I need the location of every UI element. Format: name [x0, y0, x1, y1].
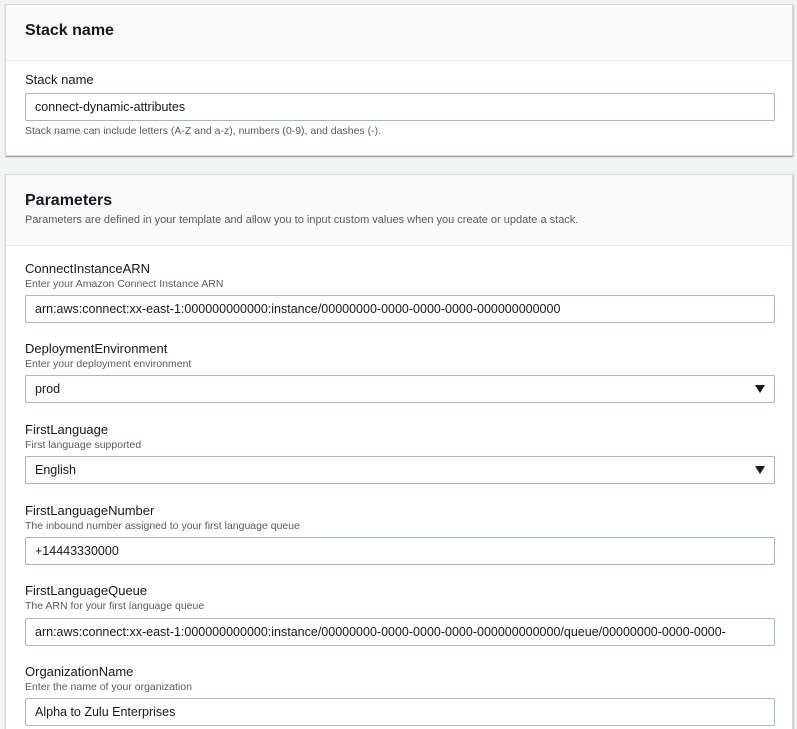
stack-name-panel: [5, 4, 793, 156]
organization-name-input[interactable]: Alpha to Zulu Enterprises: [25, 698, 775, 726]
caret-down-icon: [755, 385, 765, 393]
parameters-panel-header: [6, 175, 792, 246]
param-label-deployment-environment: DeploymentEnvironment: [25, 341, 168, 356]
param-desc-first-language: First language supported: [25, 439, 142, 451]
parameters-panel-description: Parameters are defined in your template and allow you to input custom values when you create or update a stack.: [25, 214, 579, 226]
caret-down-icon: [755, 466, 765, 474]
param-label-connect-instance-arn: ConnectInstanceARN: [25, 261, 151, 276]
param-label-first-language-queue: FirstLanguageQueue: [25, 583, 148, 598]
stack-name-hint: Stack name can include letters (A-Z and a-z), numbers (0-9), and dashes (-).: [25, 125, 381, 137]
first-language-queue-input[interactable]: arn:aws:connect:xx-east-1:000000000000:instance/00000000-0000-0000-0000-000000000000/queue/00000000-0000-0000-: [25, 618, 775, 646]
param-desc-first-language-queue: The ARN for your first language queue: [25, 600, 205, 612]
stack-name-panel-title: Stack name: [25, 22, 114, 39]
first-language-number-input[interactable]: +14443330000: [25, 537, 775, 565]
param-desc-organization-name: Enter the name of your organization: [25, 681, 192, 693]
param-desc-deployment-environment: Enter your deployment environment: [25, 358, 192, 370]
parameters-panel-title: Parameters: [25, 192, 113, 209]
param-label-organization-name: OrganizationName: [25, 664, 134, 679]
deployment-environment-value: prod: [35, 382, 61, 396]
stack-name-panel-header: [6, 5, 792, 61]
parameters-panel: [5, 174, 793, 729]
stack-name-label: Stack name: [25, 72, 94, 87]
first-language-select[interactable]: [25, 456, 775, 484]
deployment-environment-select[interactable]: [25, 375, 775, 403]
param-label-first-language-number: FirstLanguageNumber: [25, 503, 155, 518]
param-label-first-language: FirstLanguage: [25, 422, 109, 437]
first-language-value: English: [35, 463, 76, 477]
param-desc-first-language-number: The inbound number assigned to your first language queue: [25, 520, 300, 532]
param-desc-connect-instance-arn: Enter your Amazon Connect Instance ARN: [25, 278, 224, 290]
stack-name-input[interactable]: connect-dynamic-attributes: [25, 93, 775, 121]
connect-instance-arn-input[interactable]: arn:aws:connect:xx-east-1:000000000000:instance/00000000-0000-0000-0000-000000000000: [25, 295, 775, 323]
